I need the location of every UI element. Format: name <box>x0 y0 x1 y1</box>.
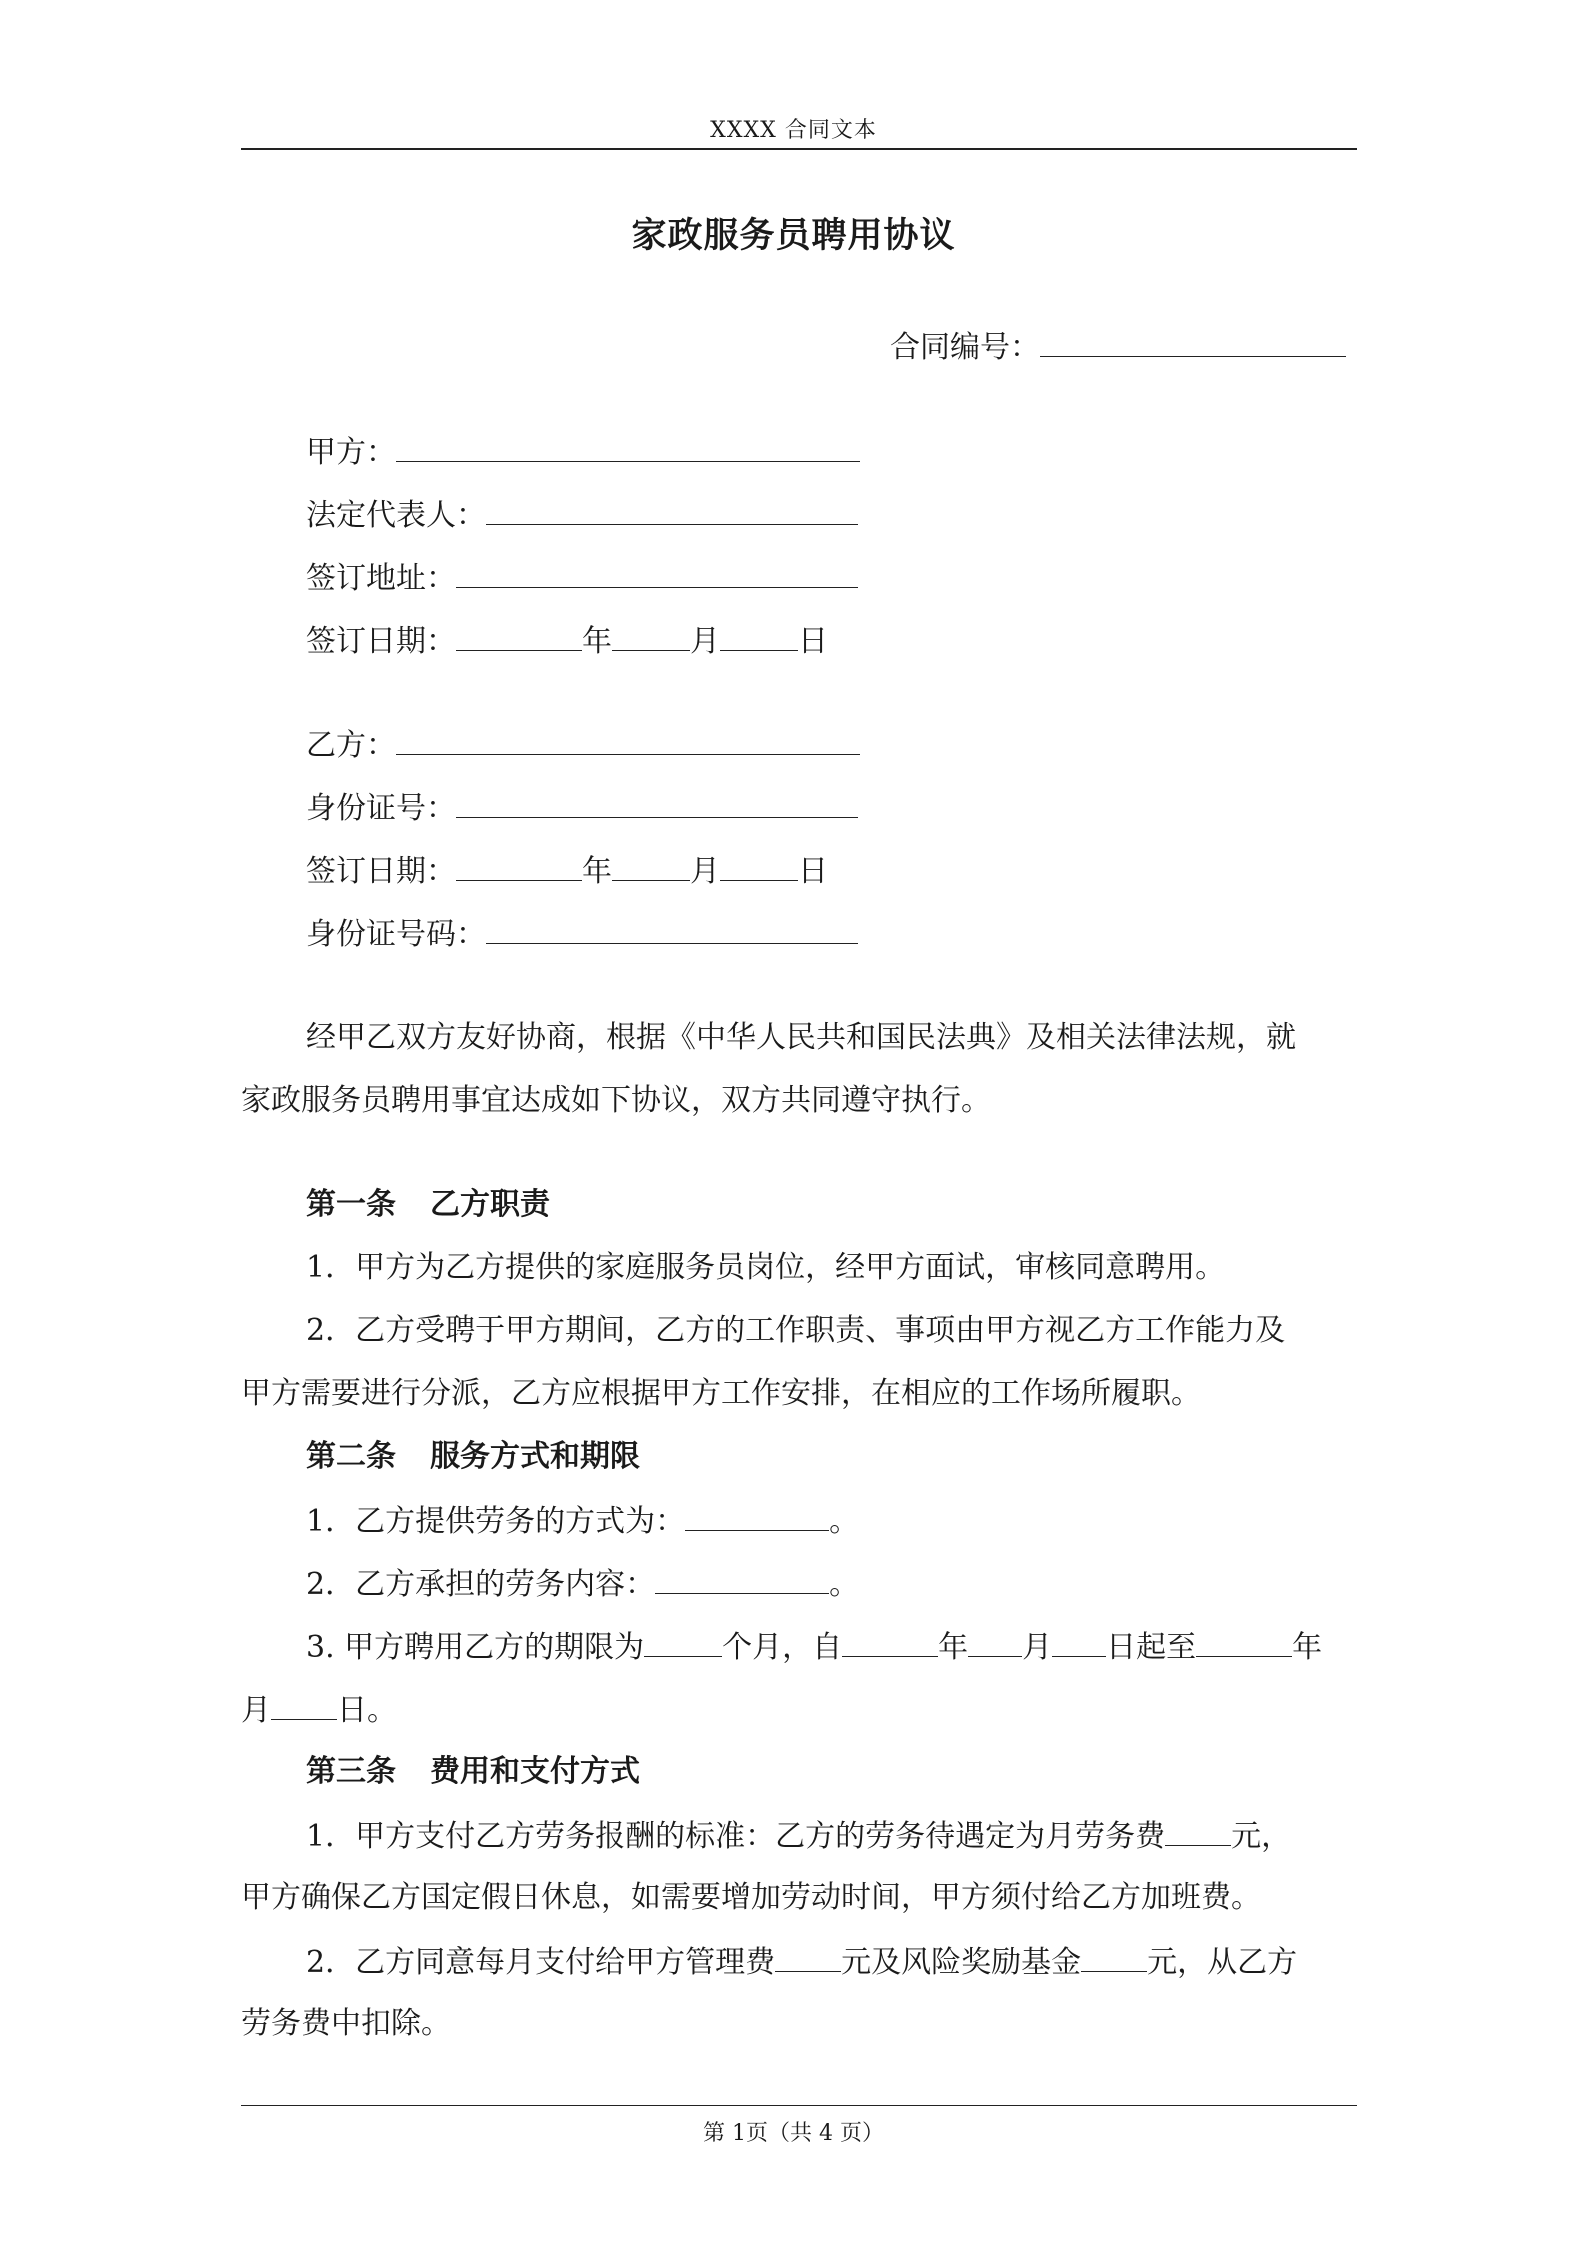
article-3-number: 第三条 <box>306 1754 396 1789</box>
article-3-clause-1-line-2: 甲方确保乙方国定假日休息，如需要增加劳动时间，甲方须付给乙方加班费。 <box>241 1880 1261 1915</box>
service-mode-label: 1．乙方提供劳务的方式为： <box>306 1504 686 1539</box>
day-label: 日。 <box>337 1693 397 1728</box>
party-a-day-blank <box>720 620 798 651</box>
page-footer: 第 1页（共 4 页） <box>703 2121 884 2146</box>
article-2-title: 服务方式和期限 <box>430 1439 640 1474</box>
term-text: 个月，自 <box>722 1630 843 1665</box>
article-1-clause-1: 1．甲方为乙方提供的家庭服务员岗位，经甲方面试，审核同意聘用。 <box>306 1250 1226 1285</box>
article-3-clause-2-line-1 <box>306 1941 1297 1983</box>
intro-line-2: 家政服务员聘用事宜达成如下协议，双方共同遵守执行。 <box>241 1083 991 1118</box>
article-3-clause-2-line-2: 劳务费中扣除。 <box>241 2006 451 2041</box>
article-2-clause-2 <box>306 1563 859 1605</box>
id-number-label: 身份证号： <box>306 791 456 826</box>
page-header: XXXX 合同文本 <box>710 118 877 143</box>
article-2-clause-3-line-2 <box>241 1689 397 1731</box>
management-fee-blank <box>775 1941 841 1972</box>
fee-text: 元， <box>1231 1819 1292 1854</box>
article-2-number: 第二条 <box>306 1439 396 1474</box>
party-b-line <box>306 724 860 766</box>
legal-rep-line <box>306 494 858 536</box>
start-year-blank <box>842 1626 938 1657</box>
day-label: 日 <box>798 854 828 889</box>
article-2-heading <box>306 1437 640 1477</box>
sign-address-line <box>306 557 858 599</box>
document-title: 家政服务员聘用协议 <box>631 215 956 256</box>
year-label: 年 <box>582 854 612 889</box>
party-a-month-blank <box>612 620 690 651</box>
party-b-date-line <box>306 850 828 892</box>
id-code-line <box>306 913 858 955</box>
id-number-blank <box>456 787 858 818</box>
period-mark: 。 <box>829 1567 860 1602</box>
article-1-clause-2-line-2: 甲方需要进行分派，乙方应根据甲方工作安排，在相应的工作场所履职。 <box>241 1376 1201 1411</box>
day-label: 日 <box>798 624 828 659</box>
id-code-label: 身份证号码： <box>306 917 486 952</box>
contract-number-line <box>890 326 1346 368</box>
sign-address-blank <box>456 557 858 588</box>
year-label: 年 <box>938 1630 969 1665</box>
article-2-clause-1 <box>306 1500 859 1542</box>
party-a-label: 甲方： <box>306 435 396 470</box>
month-label: 月 <box>1022 1630 1053 1665</box>
year-label: 年 <box>582 624 612 659</box>
service-mode-blank <box>685 1500 829 1531</box>
legal-rep-blank <box>486 494 858 525</box>
party-b-day-blank <box>720 850 798 881</box>
article-1-heading <box>306 1185 550 1225</box>
risk-fund-blank <box>1081 1941 1147 1972</box>
party-b-year-blank <box>456 850 582 881</box>
monthly-fee-blank <box>1165 1815 1231 1846</box>
party-a-blank <box>396 431 860 462</box>
article-3-heading <box>306 1752 640 1792</box>
article-1-number: 第一条 <box>306 1187 396 1222</box>
term-text: 日起至 <box>1106 1630 1197 1665</box>
month-label: 月 <box>690 854 720 889</box>
intro-line-1: 经甲乙双方友好协商，根据《中华人民共和国民法典》及相关法律法规，就 <box>306 1020 1296 1055</box>
article-1-title: 乙方职责 <box>430 1187 550 1222</box>
contract-number-label: 合同编号： <box>890 330 1040 365</box>
year-label: 年 <box>1292 1630 1323 1665</box>
party-b-date-label: 签订日期： <box>306 854 456 889</box>
fee-text: 元及风险奖励基金 <box>841 1945 1082 1980</box>
article-2-clause-3-line-1 <box>306 1626 1322 1668</box>
fee-text: 2．乙方同意每月支付给甲方管理费 <box>306 1945 776 1980</box>
party-b-month-blank <box>612 850 690 881</box>
footer-rule <box>241 2105 1357 2106</box>
article-3-clause-1-line-1 <box>306 1815 1291 1857</box>
period-mark: 。 <box>829 1504 860 1539</box>
service-content-label: 2．乙方承担的劳务内容： <box>306 1567 656 1602</box>
party-a-date-line <box>306 620 828 662</box>
fee-text: 1．甲方支付乙方劳务报酬的标准：乙方的劳务待遇定为月劳务费 <box>306 1819 1166 1854</box>
article-3-title: 费用和支付方式 <box>430 1754 640 1789</box>
start-day-blank <box>1052 1626 1106 1657</box>
month-label: 月 <box>690 624 720 659</box>
id-code-blank <box>486 913 858 944</box>
sign-address-label: 签订地址： <box>306 561 456 596</box>
end-day-blank <box>271 1689 337 1720</box>
service-content-blank <box>655 1563 829 1594</box>
article-1-clause-2-line-1: 2．乙方受聘于甲方期间，乙方的工作职责、事项由甲方视乙方工作能力及 <box>306 1313 1286 1348</box>
party-a-date-label: 签订日期： <box>306 624 456 659</box>
id-number-line <box>306 787 858 829</box>
header-rule <box>241 148 1357 150</box>
contract-number-blank <box>1040 326 1346 357</box>
term-text: 3. 甲方聘用乙方的期限为 <box>306 1630 645 1665</box>
term-months-blank <box>644 1626 722 1657</box>
party-a-year-blank <box>456 620 582 651</box>
start-month-blank <box>968 1626 1022 1657</box>
party-a-line <box>306 431 860 473</box>
fee-text: 元，从乙方 <box>1147 1945 1298 1980</box>
month-label: 月 <box>241 1693 271 1728</box>
end-year-blank <box>1196 1626 1292 1657</box>
party-b-blank <box>396 724 860 755</box>
party-b-label: 乙方： <box>306 728 396 763</box>
legal-rep-label: 法定代表人： <box>306 498 486 533</box>
